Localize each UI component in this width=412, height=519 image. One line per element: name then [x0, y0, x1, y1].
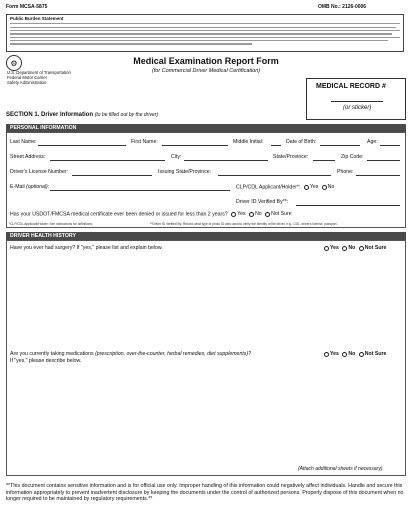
denied-no-label: No — [255, 211, 262, 217]
meds-no-radio[interactable] — [342, 352, 347, 357]
section1-note: (to be filled out by the driver) — [94, 112, 159, 118]
clp-question — [236, 184, 334, 190]
footnote-left: *CLP/CDL Applicant/Holder: See instructions for definitions. — [9, 222, 93, 226]
street-field[interactable] — [50, 160, 165, 161]
public-burden-notice — [6, 14, 404, 52]
denied-no-radio[interactable] — [249, 212, 254, 217]
meds-question-note: (prescription, over-the-counter, herbal remedies, diet supplements)? — [95, 351, 251, 357]
dot-seal-icon: ⚙ — [6, 55, 22, 71]
city-field[interactable] — [184, 160, 268, 161]
denied-question-text: Has your USDOT/FMCSA medical certificate ever been denied or issued for less than 2 years? — [10, 211, 228, 218]
footnote-right: **Driver ID Verified By: Record what type of photo ID was used to verify the identity of the driver, e.g., CDL, driver's license, passport. — [150, 222, 338, 226]
meds-not-sure-label: Not Sure — [364, 351, 387, 357]
meds-question — [10, 351, 251, 357]
age-field[interactable] — [380, 145, 400, 146]
medical-record-label: MEDICAL RECORD # — [316, 83, 386, 90]
sticker-note: (or sticker) — [343, 105, 372, 111]
meds-yes-radio[interactable] — [324, 352, 329, 357]
street-label: Street Address: — [10, 154, 46, 160]
email-optional: (optional): — [26, 184, 50, 190]
license-label: Driver's License Number: — [10, 169, 69, 175]
verified-label: Driver ID Verified By**: — [236, 199, 289, 205]
denied-not-sure-radio[interactable] — [265, 212, 270, 217]
surgery-no-radio[interactable] — [342, 246, 347, 251]
clp-no-radio[interactable] — [322, 185, 327, 190]
phone-label: Phone: — [337, 169, 354, 175]
denied-not-sure-label: Not Sure — [271, 211, 292, 217]
surgery-explanation-area[interactable] — [10, 254, 402, 344]
meds-describe: If "yes," please describe below. — [10, 358, 82, 364]
section1-heading — [6, 112, 158, 118]
medical-record-box[interactable] — [306, 78, 406, 120]
middle-initial-label: Middle Initial: — [233, 139, 264, 145]
personal-info-bar: PERSONAL INFORMATION — [6, 124, 406, 132]
agency-line1: U.S. Department of Transportation — [7, 70, 71, 75]
zip-field[interactable] — [367, 160, 400, 161]
attach-note: (Attach additional sheets if necessary) — [298, 466, 383, 472]
phone-field[interactable] — [356, 175, 400, 176]
middle-initial-field[interactable] — [271, 145, 281, 146]
email-text: E-Mail — [10, 184, 25, 190]
clp-no-label: No — [327, 184, 335, 190]
meds-question-text: Are you currently taking medications — [10, 351, 94, 357]
meds-options — [322, 351, 386, 357]
denied-yes-radio[interactable] — [231, 212, 236, 217]
last-name-label: Last Name: — [10, 139, 37, 145]
denied-question — [10, 211, 292, 217]
first-name-label: First Name: — [131, 139, 158, 145]
surgery-options — [322, 245, 386, 251]
meds-not-sure-radio[interactable] — [359, 352, 364, 357]
notice-title: Public Burden Statement — [10, 16, 64, 21]
omb-number: OMB No.: 2126-0006 — [318, 4, 367, 10]
meds-yes-label: Yes — [330, 351, 339, 357]
issuing-label: Issuing State/Province: — [158, 169, 212, 175]
clp-yes-radio[interactable] — [304, 185, 309, 190]
email-field[interactable] — [50, 190, 230, 191]
verified-field[interactable] — [296, 205, 400, 206]
agency-line2: Federal Motor Carrier — [7, 75, 48, 80]
clp-yes-label: Yes — [309, 184, 319, 190]
clp-label: CLP/CDL Applicant/Holder*: — [236, 184, 301, 191]
surgery-question: Have you ever had surgery? If "yes," please list and explain below. — [10, 245, 163, 251]
age-label: Age: — [367, 139, 378, 145]
first-name-field[interactable] — [162, 145, 228, 146]
surgery-not-sure-radio[interactable] — [359, 246, 364, 251]
state-field[interactable] — [313, 160, 335, 161]
surgery-no-label: No — [348, 245, 356, 251]
issuing-field[interactable] — [218, 175, 331, 176]
surgery-not-sure-label: Not Sure — [364, 245, 387, 251]
meds-description-area[interactable] — [10, 366, 402, 461]
meds-no-label: No — [348, 351, 356, 357]
denied-yes-label: Yes — [237, 211, 246, 217]
last-name-field[interactable] — [38, 145, 126, 146]
confidentiality-notice: **This document contains sensitive information and is for official use only. Improper handling of this information could negatively affect individuals. Handle and secure this information appropriately to prevent inadvertent disclosure by keeping the documents under the control of authorized persons. Properly dispose of this document when no longer required to be maintained by regulatory requirements.** — [6, 483, 404, 503]
agency-line3: Safety Administration — [7, 80, 47, 85]
license-field[interactable] — [72, 175, 152, 176]
city-label: City: — [171, 154, 182, 160]
dob-field[interactable] — [320, 145, 360, 146]
state-label: State/Province: — [273, 154, 309, 160]
section1-label: SECTION 1. Driver Information — [6, 112, 94, 118]
dob-label: Date of Birth: — [286, 139, 317, 145]
form-number: Form MCSA-5875 — [6, 4, 48, 10]
page-subtitle: (for Commercial Driver Medical Certification) — [151, 68, 261, 74]
surgery-yes-label: Yes — [330, 245, 339, 251]
surgery-yes-radio[interactable] — [324, 246, 329, 251]
email-label — [10, 184, 49, 190]
zip-label: Zip Code: — [341, 154, 364, 160]
page-title: Medical Examination Report Form — [133, 56, 279, 66]
health-history-bar: DRIVER HEALTH HISTORY — [6, 232, 406, 240]
